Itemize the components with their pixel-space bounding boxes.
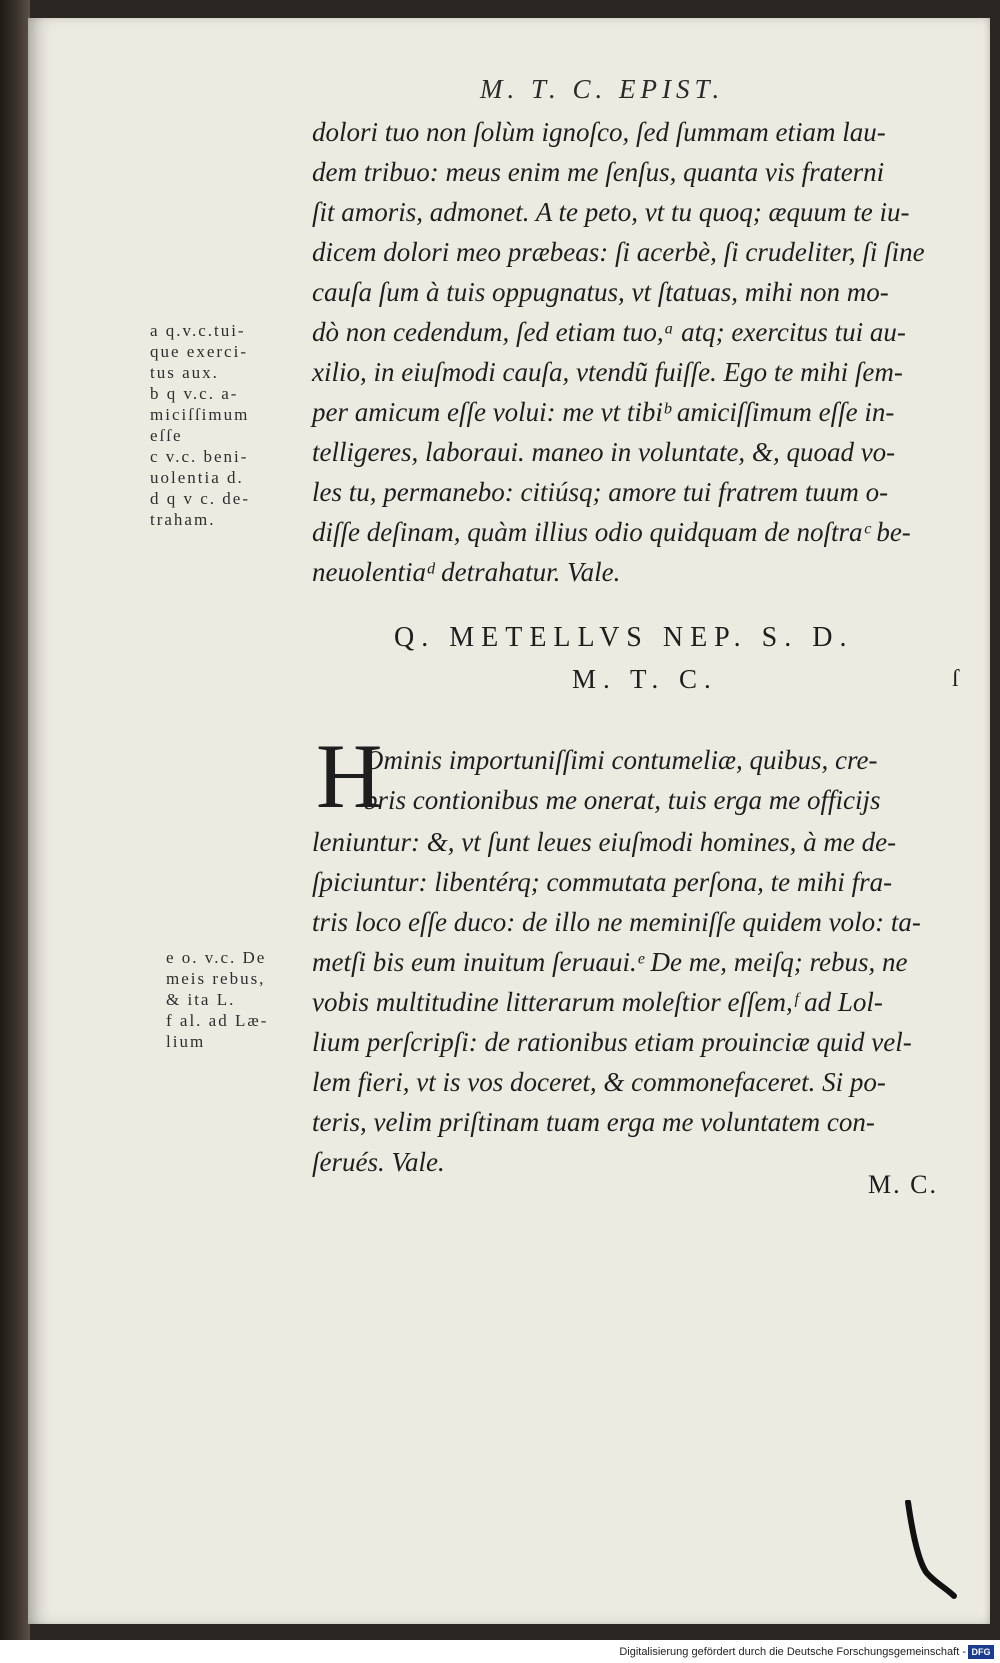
dfg-logo: DFG	[968, 1645, 994, 1659]
text-line: metſi bis eum inuitum ſeruaui.ᵉ De me, meiſq; rebus, ne	[312, 947, 908, 977]
margin-note-line: c v.c. beni-	[150, 447, 249, 466]
margin-note-line: miciſſimum	[150, 405, 250, 424]
letter2-heading-line2: M. T. C.	[572, 664, 718, 694]
margin-note-line: lium	[166, 1032, 206, 1051]
margin-note-line: b q v.c. a-	[150, 384, 239, 403]
text-line: telligeres, laboraui. maneo in voluntate, &, quoad vo-	[312, 437, 896, 467]
text-line: Ominis importuniſſimi contumeliæ, quibus, cre-	[364, 745, 878, 775]
margin-note-line: eſſe	[150, 426, 183, 445]
text-line: neuolentiaᵈ detrahatur. Vale.	[312, 557, 621, 587]
margin-note-line: a q.v.c.tui-	[150, 321, 246, 340]
margin-note-line: d q v c. de-	[150, 489, 251, 508]
text-line: cauſa ſum à tuis oppugnatus, vt ſtatuas, mihi non mo-	[312, 277, 889, 307]
funding-credit: Digitalisierung gefördert durch die Deutsche Forschungsgemeinschaft -	[619, 1646, 966, 1658]
text-line: dem tribuo: meus enim me ſenſus, quanta vis fraterni	[312, 157, 885, 187]
text-line: leniuntur: &, vt ſunt leues eiuſmodi homines, à me de-	[312, 827, 897, 857]
text-line: teris, velim priſtinam tuam erga me voluntatem con-	[312, 1107, 875, 1137]
text-line: xilio, in eiuſmodi cauſa, vtendũ fuiſſe. Ego te mihi ſem-	[312, 357, 903, 387]
text-line: lium perſcripſi: de rationibus etiam prouinciæ quid vel-	[312, 1027, 912, 1057]
closing-signature: M. C.	[868, 1170, 938, 1199]
book-binding-edge	[0, 0, 30, 1640]
text-line: ſpiciuntur: libentérq; commutata perſona, te mihi fra-	[312, 867, 893, 897]
margin-notes-1	[150, 320, 250, 530]
margin-note-line: & ita L.	[166, 990, 236, 1009]
text-line: per amicum eſſe volui: me vt tibiᵇ amiciſſimum eſſe in-	[312, 397, 895, 427]
margin-note-line: e o. v.c. De	[166, 948, 267, 967]
letter1-text	[312, 112, 925, 592]
margin-note-line: meis rebus,	[166, 969, 266, 988]
margin-note-line: uolentia d.	[150, 468, 244, 487]
drop-cap: H	[316, 725, 383, 827]
text-line: bris contionibus me onerat, tuis erga me officijs	[364, 785, 881, 815]
letter2-first-lines	[364, 740, 880, 820]
signature-mark: ſ	[952, 666, 959, 692]
text-line: dò non cedendum, ſed etiam tuo,ᵃ atq; exercitus tui au-	[312, 317, 906, 347]
margin-note-line: que exerci-	[150, 342, 248, 361]
text-line: ſerués. Vale.	[312, 1147, 445, 1177]
text-line: vobis multitudine litterarum moleſtior eſſem,ᶠ ad Lol-	[312, 987, 883, 1017]
text-line: lem fieri, vt is vos doceret, & commonefaceret. Si po-	[312, 1067, 886, 1097]
margin-note-line: tus aux.	[150, 363, 219, 382]
letter2-text	[312, 822, 921, 1182]
text-line: diſſe deſinam, quàm illius odio quidquam de noſtraᶜ be-	[312, 517, 911, 547]
letter2-heading-line1: Q. METELLVS NEP. S. D.	[394, 622, 854, 653]
text-line: dicem dolori meo præbeas: ſi acerbè, ſi crudeliter, ſi ſine	[312, 237, 925, 267]
running-head: M. T. C. EPIST.	[480, 74, 725, 104]
text-line: dolori tuo non ſolùm ignoſco, ſed ſummam etiam lau-	[312, 117, 886, 147]
text-line: les tu, permanebo: citiúsq; amore tui fratrem tuum o-	[312, 477, 889, 507]
margin-notes-2	[166, 947, 268, 1052]
margin-note-line: traham.	[150, 510, 216, 529]
margin-note-line: f al. ad Læ-	[166, 1011, 269, 1030]
text-line: ſit amoris, admonet. A te peto, vt tu quoq; æquum te iu-	[312, 197, 910, 227]
text-line: tris loco eſſe duco: de illo ne meminiſſe quidem volo: ta-	[312, 907, 921, 937]
ink-stain-mark	[900, 1500, 960, 1600]
